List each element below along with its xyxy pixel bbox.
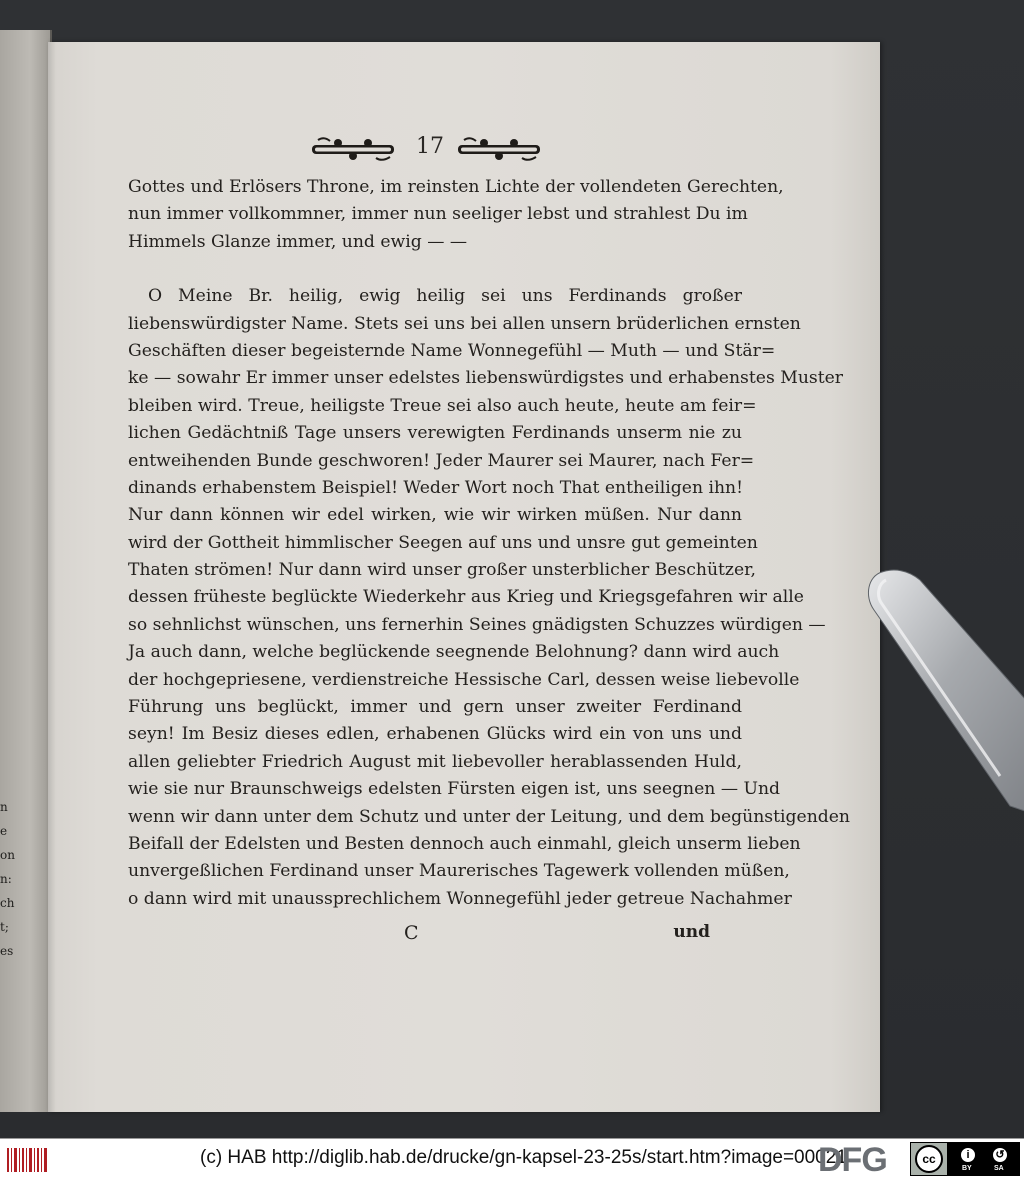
text-line: dinands erhabenstem Beispiel! Weder Wort noch That entheiligen ihn!	[128, 477, 744, 498]
paragraph-gap	[128, 256, 742, 283]
page-header	[310, 134, 550, 166]
text-line: unvergeßlichen Ferdinand unser Maurerisches Tagewerk vollenden müßen,	[128, 861, 790, 882]
source-credit: (c) HAB http://diglib.hab.de/drucke/gn-kapsel-23-25s/start.htm?image=00021	[200, 1147, 847, 1168]
text-line: Ja auch dann, welche beglückende seegnende Belohnung? dann wird auch	[128, 642, 780, 663]
text-line: seyn! Im Besiz dieses edlen, erhabenen Glücks wird ein von uns und	[128, 724, 742, 745]
text-line: bleiben wird. Treue, heiligste Treue sei also auch heute, heute am feir=	[128, 395, 757, 416]
signature-mark: C	[404, 922, 419, 944]
attribution-icon: i	[959, 1146, 977, 1164]
share-alike-icon: ↺	[991, 1146, 1009, 1164]
text-line: Geschäften dieser begeisternde Name Wonnegefühl — Muth — und Stär=	[128, 340, 776, 361]
license-sa-label: SA	[994, 1165, 1004, 1172]
text-line: nun immer vollkommner, immer nun seeliger lebst und strahlest Du im	[128, 204, 748, 225]
page-number: 17	[416, 134, 444, 159]
page-body-text	[128, 174, 851, 913]
ornament-left-icon	[310, 136, 396, 162]
text-line: Nur dann können wir edel wirken, wie wir wirken müßen. Nur dann	[128, 505, 742, 526]
license-strip	[947, 1143, 1019, 1175]
cc-by-sa-icon	[910, 1142, 1020, 1176]
prev-letter: e	[0, 824, 8, 838]
prev-letter: ch	[0, 896, 15, 910]
text-line: Himmels Glanze immer, und ewig — —	[128, 231, 468, 252]
previous-page-edge	[0, 30, 52, 1112]
dfg-logo: DFG	[818, 1141, 887, 1179]
text-line: allen geliebter Friedrich August mit liebevoller herablassenden Huld,	[128, 751, 742, 772]
prev-letter: es	[0, 944, 14, 958]
text-line: so sehnlichst wünschen, uns fernerhin Seines gnädigsten Schuzzes würdigen —	[128, 614, 826, 635]
bone-folder-tool	[860, 566, 1024, 826]
text-line: Führung uns beglückt, immer und gern unser zweiter Ferdinand	[128, 697, 742, 718]
text-line: wenn wir dann unter dem Schutz und unter der Leitung, und dem begünstigenden	[128, 806, 851, 827]
page-gutter-shadow	[48, 42, 56, 1112]
text-line: Thaten strömen! Nur dann wird unser großer unsterblicher Beschützer,	[128, 560, 756, 581]
previous-page-letters	[0, 795, 14, 963]
hab-barcode-icon	[6, 1146, 48, 1174]
prev-letter: n	[0, 800, 8, 814]
prev-letter: t;	[0, 920, 9, 934]
page-footer	[128, 922, 710, 950]
text-line: wird der Gottheit himmlischer Seegen auf uns und unsre gut gemeinten	[128, 532, 758, 553]
cc-icon: cc	[915, 1145, 943, 1173]
prev-letter: on	[0, 848, 15, 862]
text-line-content: O Meine Br. heilig, ewig heilig sei uns Ferdinands großer	[148, 286, 742, 307]
text-line	[128, 283, 742, 310]
text-line: wie sie nur Braunschweigs edelsten Fürsten eigen ist, uns seegnen — Und	[128, 779, 781, 800]
text-line: liebenswürdigster Name. Stets sei uns bei allen unsern brüderlichen ernsten	[128, 313, 801, 334]
prev-letter: n:	[0, 872, 12, 886]
text-line: der hochgepriesene, verdienstreiche Hessische Carl, dessen weise liebevolle	[128, 669, 800, 690]
text-line: Gottes und Erlösers Throne, im reinsten Lichte der vollendeten Gerechten,	[128, 177, 784, 197]
text-line: o dann wird mit unaussprechlichem Wonnegefühl jeder getreue Nachahmer	[128, 888, 792, 909]
credit-bar	[0, 1138, 1024, 1180]
catchword: und	[673, 922, 710, 942]
license-by-label: BY	[962, 1165, 972, 1172]
ornament-right-icon	[456, 136, 542, 162]
text-line: dessen früheste beglückte Wiederkehr aus Krieg und Kriegsgefahren wir alle	[128, 587, 804, 608]
text-line: entweihenden Bunde geschworen! Jeder Maurer sei Maurer, nach Fer=	[128, 450, 755, 471]
text-line: lichen Gedächtniß Tage unsers verewigten Ferdinands unserm nie zu	[128, 423, 742, 444]
text-line: ke — sowahr Er immer unser edelstes liebenswürdigstes und erhabenstes Muster	[128, 368, 844, 389]
text-line: Beifall der Edelsten und Besten dennoch auch einmahl, gleich unserm lieben	[128, 833, 801, 854]
